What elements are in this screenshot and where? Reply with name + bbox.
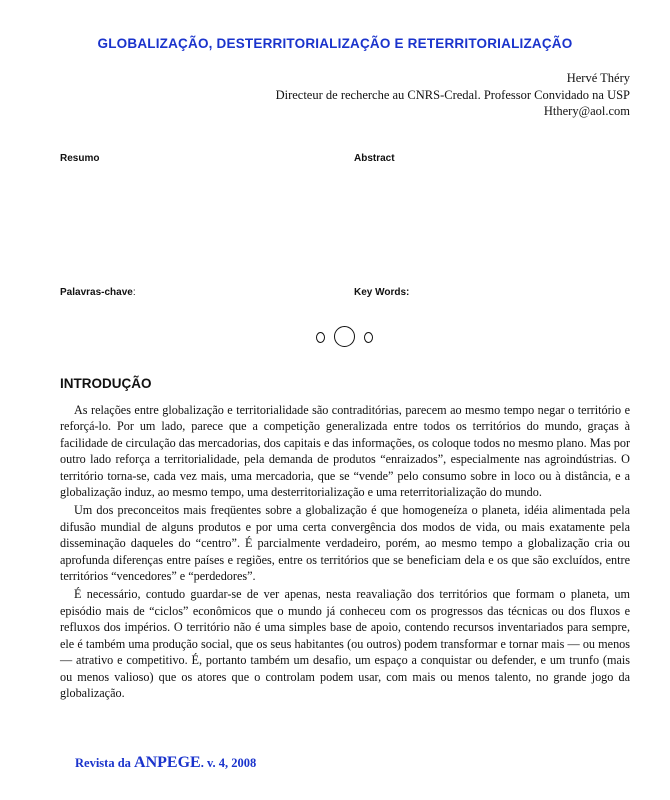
author-name: Hervé Théry (566, 71, 630, 85)
author-block (276, 70, 630, 120)
paragraph: Um dos preconceitos mais freqüentes sobre a globalização é que homogeneíza o planeta, idéia alimentada pela difusão mundial de alguns produtos e por uma certa convergência dos modos de vida, ou mais exatamente pela disseminação daqueles do “centro”. É parcialmente verdadeiro, porém, ao mesmo tempo a globalização cria ou aprofunda diferenças entre países e regiões, entre os territórios que se beneficiam dela e os que são excluídos, entre territórios “vencedores” e “perdedores”. (60, 503, 630, 584)
circle-ornament-icon (314, 326, 374, 348)
footer-suffix: . v. 4, 2008 (200, 756, 257, 770)
key-words-label: Key Words: (354, 287, 410, 298)
journal-footer (75, 754, 256, 772)
footer-journal: ANPEGE (134, 754, 201, 771)
paragraph: As relações entre globalização e territorialidade são contraditórias, parecem ao mesmo tempo negar o território e reforçá-lo. Por um lado, parece que a competição generalizada entre todos os territórios do mundo, graças à facilidade de circulação das mercadorias, dos capitais e das informações, os coloque todos no mesmo plano. Mas por outro lado reforça a territorialidade, pela demanda de produtos “enraizados”, especialmente nas agroindústrias. O território torna-se, cada vez mais, uma mercadoria, que se “vende” pelo consumo sobre in loco ou à distância, e a globalização induz, ao mesmo tempo, uma desterritorialização e uma reterritorialização do mundo. (60, 403, 630, 500)
palavras-chave-label (60, 287, 136, 298)
author-affiliation: Directeur de recherche au CNRS-Credal. Professor Convidado na USP (275, 87, 630, 102)
palavras-chave-text: Palavras-chave (60, 287, 133, 298)
body-text (60, 402, 630, 703)
author-email: Hthery@aol.com (543, 104, 630, 118)
article-title: GLOBALIZAÇÃO, DESTERRITORIALIZAÇÃO E RETERRITORIALIZAÇÃO (97, 36, 573, 51)
abstract-label: Abstract (354, 153, 395, 164)
paragraph: É necessário, contudo guardar-se de ver apenas, nesta reavaliação dos territórios que formam o planeta, um episódio mais de “ciclos” econômicos que o mundo já conheceu com os progressos das técnicas ou dos fluxos e refluxos dos impérios. O território não é uma simples base de apoio, contendo recursos inventariados para sempre, ele é também uma produção social, que os seus habitantes (ou outros) podem transformar e tornar mais — ou menos — atrativo e competitivo. É, portanto também um desafio, um espaço a conquistar ou defender, e um trunfo (mais ou menos valioso) que os atores que o controlam podem usar, com mais ou menos talento, no grande jogo da globalização. (60, 587, 630, 700)
resumo-label: Resumo (60, 153, 100, 164)
section-heading: INTRODUÇÃO (60, 376, 152, 391)
footer-prefix: Revista da (75, 756, 135, 770)
palavras-chave-colon: : (132, 287, 136, 298)
